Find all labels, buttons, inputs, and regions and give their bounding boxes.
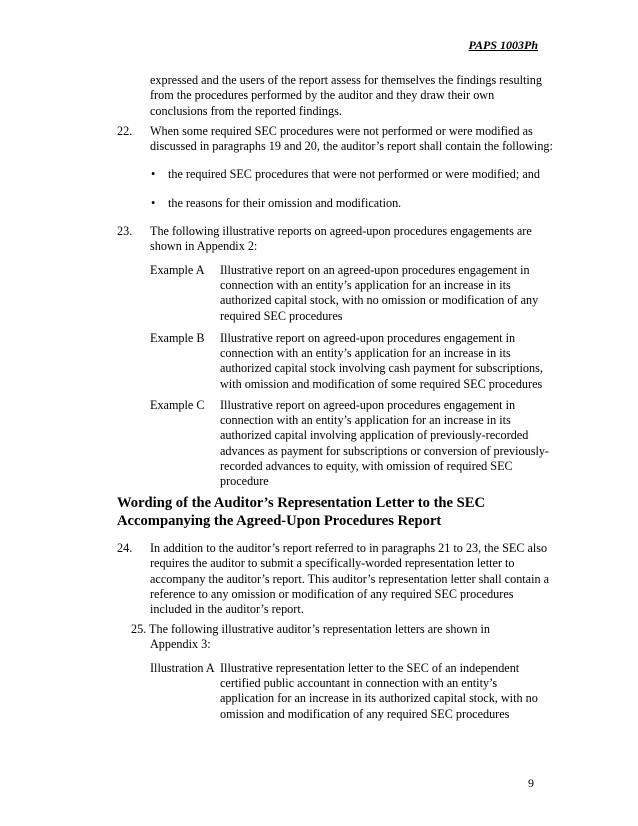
example-line: connection with an entity’s application for an increase in its bbox=[220, 278, 511, 293]
section-heading-line: Accompanying the Agreed-Upon Procedures Report bbox=[117, 513, 442, 529]
example-line: required SEC procedures bbox=[220, 308, 343, 323]
paragraph-23-text bbox=[150, 224, 532, 255]
paragraph-line: shown in Appendix 2: bbox=[150, 239, 258, 254]
illustration-a-label: Illustration A bbox=[150, 661, 215, 675]
example-line: Illustrative report on agreed-upon procedures engagement in bbox=[220, 398, 516, 412]
paragraph-line: The following illustrative reports on agreed-upon procedures engagements are bbox=[150, 224, 532, 238]
paragraph-line: included in the auditor’s report. bbox=[150, 602, 304, 617]
illustration-line: certified public accountant in connection with an entity’s bbox=[220, 676, 498, 691]
intro-line: expressed and the users of the report assess for themselves the findings resulting bbox=[150, 73, 542, 87]
example-line: Illustrative report on an agreed-upon procedures engagement in bbox=[220, 263, 530, 277]
bullet-icon: • bbox=[151, 167, 156, 181]
intro-line: from the procedures performed by the auditor and they draw their own bbox=[150, 88, 495, 103]
example-line: with omission and modification of some required SEC procedures bbox=[220, 376, 543, 391]
illustration-line: omission and modification of any required SEC procedures bbox=[220, 706, 510, 721]
paragraph-line: When some required SEC procedures were not performed or were modified as bbox=[150, 124, 533, 138]
example-b-label: Example B bbox=[150, 331, 205, 345]
section-heading bbox=[117, 494, 485, 530]
example-line: procedure bbox=[220, 474, 269, 489]
example-b-description bbox=[220, 331, 550, 392]
example-line: authorized capital stock involving cash payment for subscriptions, bbox=[220, 361, 543, 376]
paragraph-24-text bbox=[150, 541, 549, 617]
bullet-icon: • bbox=[151, 196, 156, 210]
example-c-description bbox=[220, 398, 550, 489]
example-line: advances as payment for subscriptions or conversion of previously- bbox=[220, 443, 549, 458]
example-line: connection with an entity’s application for an increase in its bbox=[220, 346, 511, 361]
intro-line: conclusions from the reported findings. bbox=[150, 103, 342, 118]
paragraph-line: discussed in paragraphs 19 and 20, the auditor’s report shall contain the following: bbox=[150, 139, 553, 154]
paragraph-25-line: Appendix 3: bbox=[150, 637, 211, 651]
bullet-item: the reasons for their omission and modification. bbox=[168, 196, 402, 210]
paragraph-number-23: 23. bbox=[117, 224, 133, 238]
intro-paragraph bbox=[150, 73, 542, 119]
document-code-header: PAPS 1003Ph bbox=[468, 38, 538, 52]
paragraph-line: In addition to the auditor’s report referred to in paragraphs 21 to 23, the SEC also bbox=[150, 541, 548, 555]
example-line: Illustrative report on agreed-upon procedures engagement in bbox=[220, 331, 516, 345]
illustration-a-description bbox=[220, 661, 550, 722]
illustration-line: Illustrative representation letter to the SEC of an independent bbox=[220, 661, 520, 675]
example-a-description bbox=[220, 263, 550, 324]
example-a-label: Example A bbox=[150, 263, 205, 277]
paragraph-line: reference to any omission or modification of any required SEC procedures bbox=[150, 586, 514, 601]
example-line: authorized capital involving application of previously-recorded bbox=[220, 428, 529, 443]
paragraph-22-text bbox=[150, 124, 553, 155]
example-line: connection with an entity’s application for an increase in its bbox=[220, 413, 511, 428]
example-line: authorized capital stock, with no omission or modification of any bbox=[220, 293, 539, 308]
bullet-item: the required SEC procedures that were not performed or were modified; and bbox=[168, 167, 540, 181]
example-c-label: Example C bbox=[150, 398, 205, 412]
paragraph-line: accompany the auditor’s report. This auditor’s representation letter shall contain a bbox=[150, 571, 550, 586]
section-heading-line: Wording of the Auditor’s Representation Letter to the SEC bbox=[117, 495, 486, 511]
paragraph-number-24: 24. bbox=[117, 541, 133, 555]
paragraph-number-22: 22. bbox=[117, 124, 133, 138]
page-number: 9 bbox=[528, 776, 534, 790]
paragraph-25-line: 25. The following illustrative auditor’s representation letters are shown in bbox=[131, 622, 490, 636]
paragraph-line: requires the auditor to submit a specifically-worded representation letter to bbox=[150, 556, 515, 571]
example-line: recorded advances to equity, with omission of required SEC bbox=[220, 458, 513, 473]
illustration-line: application for an increase in its authorized capital stock, with no bbox=[220, 691, 538, 706]
